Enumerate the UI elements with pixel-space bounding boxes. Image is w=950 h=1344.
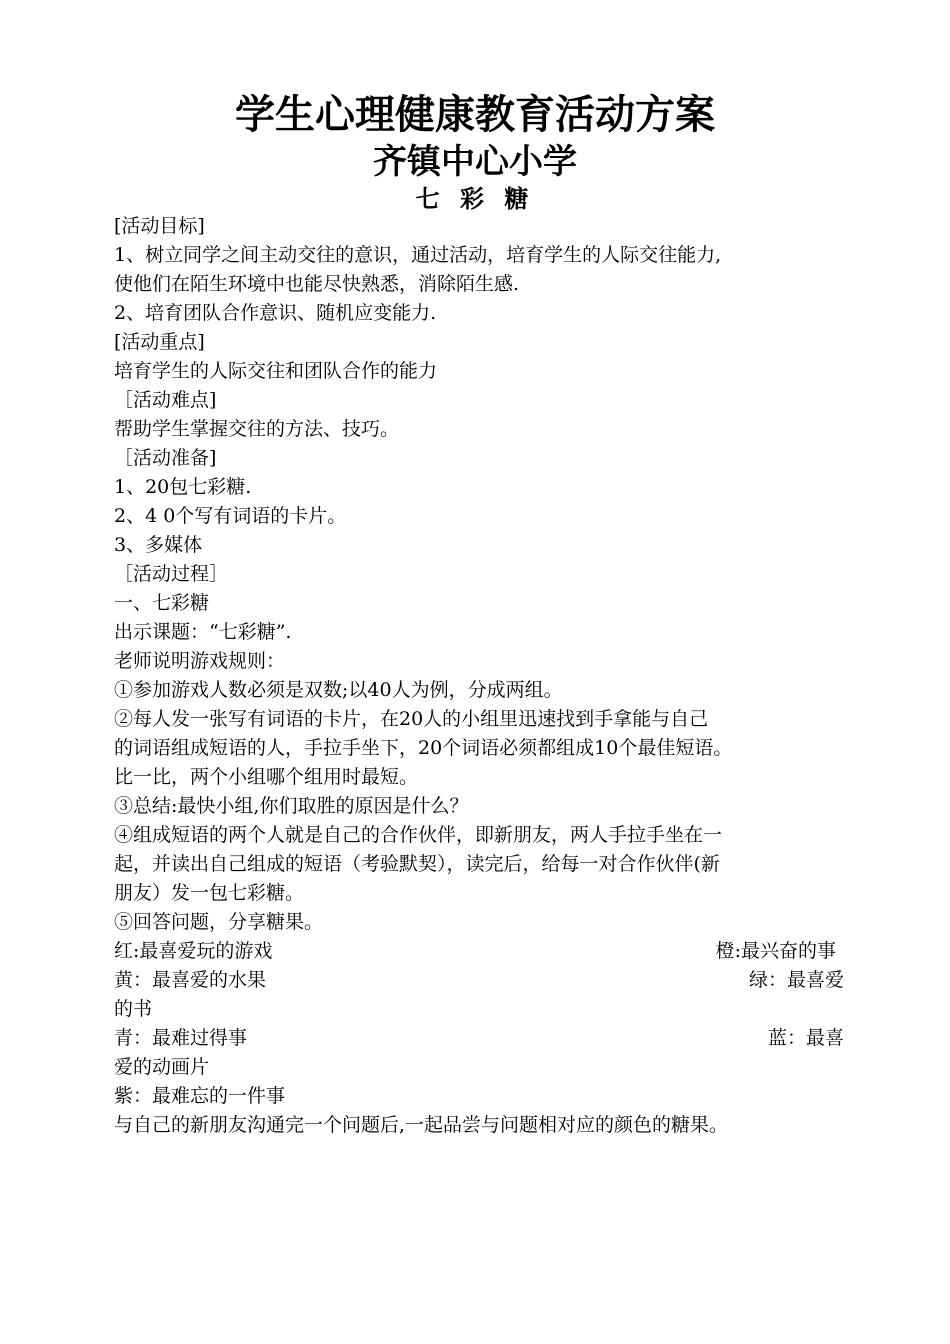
focus-heading: [活动重点] xyxy=(114,331,205,353)
rule-5: ⑤回答问题，分享糖果。 xyxy=(114,911,324,933)
color-row-yellow-green xyxy=(114,966,844,995)
purple-question: 紫：最难忘的一件事 xyxy=(114,1085,286,1107)
closing-text: 与自己的新朋友沟通完一个问题后,一起品尝与问题相对应的颜色的糖果。 xyxy=(114,1114,729,1136)
main-title: 学生心理健康教育活动方案 xyxy=(235,92,715,138)
rule-2-line-3: 比一比，两个小组哪个组用时最短。 xyxy=(114,766,419,788)
rule-2-line-2: 的词语组成短语的人，手拉手坐下，20个词语必须都组成10个最佳短语。 xyxy=(114,737,733,759)
goal-2: 2、培育团队合作意识、随机应变能力. xyxy=(114,302,437,324)
rule-1: ①参加游戏人数必须是双数;以40人为例，分成两组。 xyxy=(114,679,563,701)
difficulty-text: 帮助学生掌握交往的方法、技巧。 xyxy=(114,418,400,440)
yellow-question: 黄：最喜爱的水果 xyxy=(114,969,267,991)
process-heading: ［活动过程］ xyxy=(114,563,229,585)
red-question: 红:最喜爱玩的游戏 xyxy=(114,940,273,962)
prep-item-3: 3、多媒体 xyxy=(114,534,203,556)
rule-3: ③总结:最快小组,你们取胜的原因是什么？ xyxy=(114,795,469,817)
rule-4-line-1: ④组成短语的两个人就是自己的合作伙伴，即新朋友，两人手拉手坐在一 xyxy=(114,824,723,846)
cyan-question: 青：最难过得事 xyxy=(114,1027,248,1049)
activity-title: 七 彩 糖 xyxy=(415,185,535,213)
prep-heading: ［活动准备] xyxy=(114,447,217,469)
orange-question: 橙:最兴奋的事 xyxy=(715,940,836,962)
blue-question-part-2: 爱的动画片 xyxy=(114,1056,210,1078)
rule-4-line-2: 起，并读出自己组成的短语（考验默契），读完后，给每一对合作伙伴(新 xyxy=(114,853,720,875)
prep-item-1: 1、20包七彩糖. xyxy=(114,476,252,498)
goal-heading: [活动目标] xyxy=(114,215,205,237)
document-body xyxy=(114,212,844,1140)
goal-1-line-2: 使他们在陌生环境中也能尽快熟悉，消除陌生感. xyxy=(114,273,520,295)
rule-4-line-3: 朋友）发一包七彩糖。 xyxy=(114,882,305,904)
rules-intro: 老师说明游戏规则： xyxy=(114,650,286,672)
difficulty-heading: ［活动难点] xyxy=(114,389,217,411)
rule-2-line-1: ②每人发一张写有词语的卡片，在20人的小组里迅速找到手拿能与自己 xyxy=(114,708,709,730)
goal-1-line-1: 1、树立同学之间主动交往的意识，通过活动，培育学生的人际交往能力, xyxy=(114,244,722,266)
green-question-part-1: 绿：最喜爱 xyxy=(748,969,844,991)
blue-question-part-1: 蓝：最喜 xyxy=(767,1027,844,1049)
section-1-heading: 一、七彩糖 xyxy=(114,592,210,614)
show-topic: 出示课题：“七彩糖”. xyxy=(114,621,292,643)
focus-text: 培育学生的人际交往和团队合作的能力 xyxy=(114,360,438,382)
school-title: 齐镇中心小学 xyxy=(373,142,577,182)
color-row-cyan-blue xyxy=(114,1024,844,1053)
color-row-red-orange xyxy=(114,937,844,966)
green-question-part-2: 的书 xyxy=(114,998,153,1020)
prep-item-2: 2、4 0个写有词语的卡片。 xyxy=(114,505,347,527)
